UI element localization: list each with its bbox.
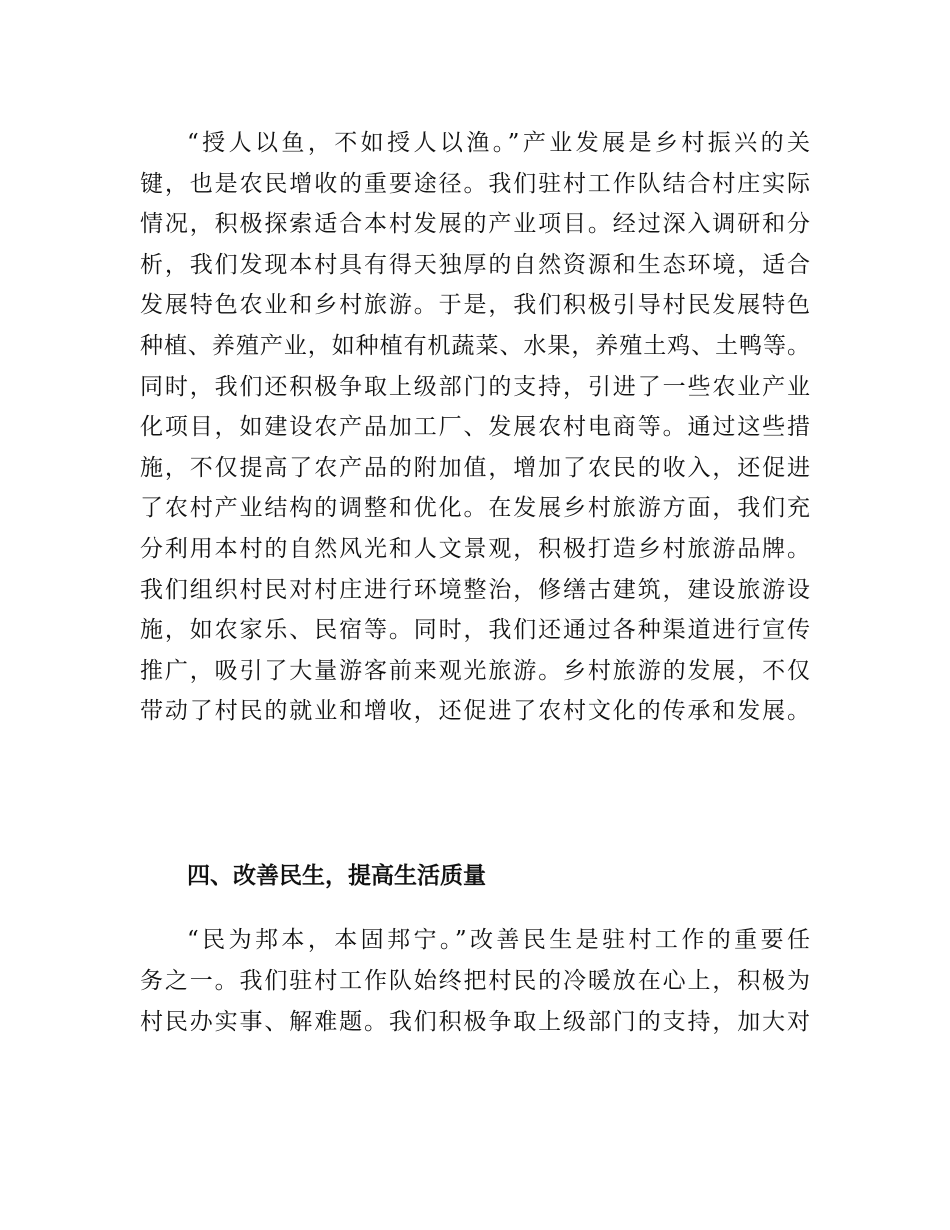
text-line: 分利用本村的自然风光和人文景观，积极打造乡村旅游品牌。 bbox=[140, 536, 810, 562]
text-line: 务之一。我们驻村工作队始终把村民的冷暖放在心上，积极为 bbox=[140, 968, 810, 994]
section-heading: 四、改善民生，提高生活质量 bbox=[187, 863, 486, 889]
text-line: 我们组织村民对村庄进行环境整治，修缮古建筑，建设旅游设 bbox=[140, 576, 810, 603]
text-line: 发展特色农业和乡村旅游。于是，我们积极引导村民发展特色 bbox=[140, 292, 810, 319]
text-line: 施，如农家乐、民宿等。同时，我们还通过各种渠道进行宣传 bbox=[140, 617, 810, 644]
text-line: 种植、养殖产业，如种植有机蔬菜、水果，养殖土鸡、土鸭等。 bbox=[140, 333, 810, 359]
text-line: 带动了村民的就业和增收，还促进了农村文化的传承和发展。 bbox=[140, 698, 810, 725]
text-line: 情况，积极探索适合本村发展的产业项目。经过深入调研和分 bbox=[140, 211, 810, 238]
text-line: 村民办实事、解难题。我们积极争取上级部门的支持，加大对 bbox=[140, 1009, 810, 1035]
text-line: 化项目，如建设农产品加工厂、发展农村电商等。通过这些措 bbox=[140, 414, 810, 441]
text-line: 同时，我们还积极争取上级部门的支持，引进了一些农业产业 bbox=[140, 373, 810, 400]
text-line: 推广，吸引了大量游客前来观光旅游。乡村旅游的发展，不仅 bbox=[140, 657, 810, 684]
text-line: “民为邦本，本固邦宁。”改善民生是驻村工作的重要任 bbox=[187, 927, 810, 953]
text-line: 析，我们发现本村具有得天独厚的自然资源和生态环境，适合 bbox=[140, 251, 810, 278]
text-line: 施，不仅提高了农产品的附加值，增加了农民的收入，还促进 bbox=[140, 454, 810, 481]
text-line: 了农村产业结构的调整和优化。在发展乡村旅游方面，我们充 bbox=[140, 495, 810, 522]
text-line: 键，也是农民增收的重要途径。我们驻村工作队结合村庄实际 bbox=[140, 170, 810, 197]
text-line: “授人以鱼，不如授人以渔。”产业发展是乡村振兴的关 bbox=[187, 130, 810, 156]
